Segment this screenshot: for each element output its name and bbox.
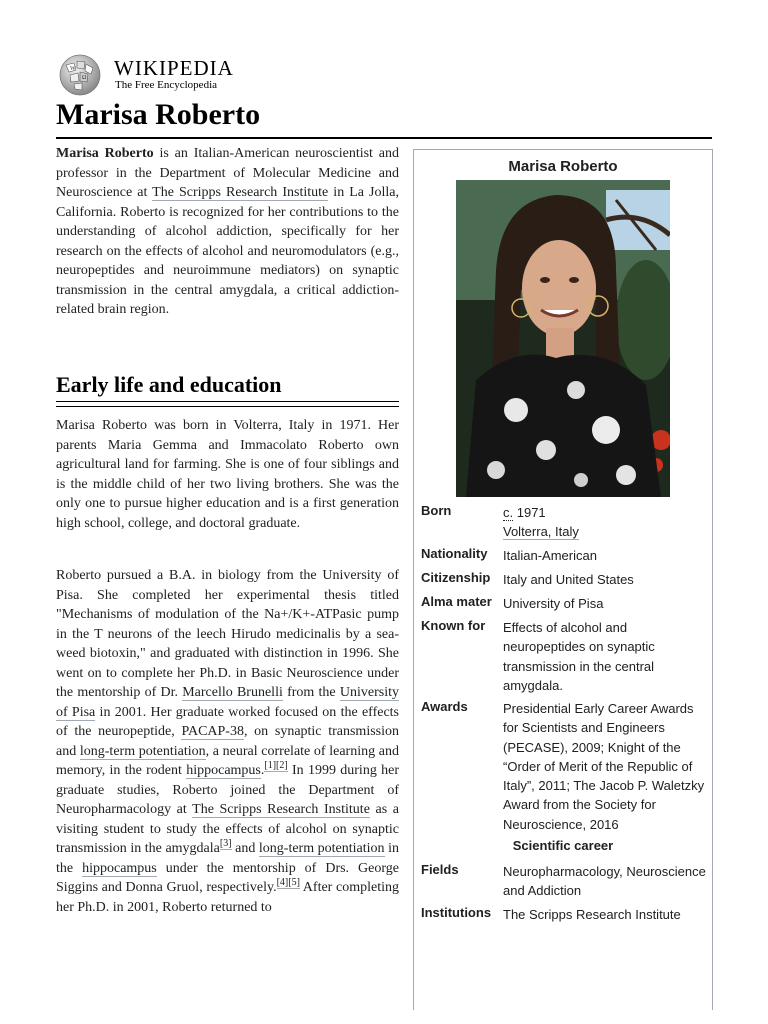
wikipedia-tagline: The Free Encyclopedia (115, 79, 218, 91)
link-volterra-italy[interactable]: Volterra, Italy (503, 524, 579, 540)
infobox-known-for-label: Known for (421, 618, 486, 633)
wikipedia-globe-icon (56, 53, 104, 97)
link-hippocampus[interactable]: hippocampus (186, 763, 261, 778)
infobox-fields-label: Fields (421, 862, 459, 877)
infobox-awards-label: Awards (421, 699, 468, 714)
infobox-known-for-value: Effects of alcohol and neuropeptides on synaptic transmission in the central amygdala. (503, 620, 655, 693)
infobox-scientific-career-heading: Scientific career (512, 838, 614, 853)
infobox-born-label: Born (421, 503, 452, 518)
intro-paragraph: Marisa Roberto is an Italian-American neuroscientist and professor in the Department of Molecular Medicine and Neuroscience at The Scripps Research Institute in La Jolla, California. Roberto is recognized for her contributions to the understanding of alcohol addiction, specifically for her research on the effects of alcohol and neuromodulators (e.g., neuropeptides and neuroimmune mediators) on synaptic transmission in the central amygdala, a critical addiction-related brain region. (56, 146, 399, 317)
infobox-alma-mater-value: University of Pisa (503, 596, 604, 611)
infobox-institutions-value: The Scripps Research Institute (503, 907, 681, 922)
link-marcello-brunelli[interactable]: Marcello Brunelli (182, 685, 283, 700)
article-subject: Marisa Roberto (56, 146, 154, 161)
wikipedia-logo[interactable] (56, 53, 236, 95)
infobox-awards-value: Presidential Early Career Awards for Scientists and Engineers (PECASE), 2009; Knight of the “Order of Merit of the Republic of Italy”, 2011; The Jacob P. Waletzky Award from the Society for Neuroscience, 2016 (503, 701, 705, 832)
portrait-photo[interactable] (456, 180, 670, 497)
infobox-fields-value: Neuropharmacology, Neuroscience and Addiction (503, 864, 706, 899)
link-scripps-research-institute[interactable]: The Scripps Research Institute (152, 185, 329, 200)
infobox-institutions-label: Institutions (421, 905, 492, 920)
section-divider (56, 401, 399, 402)
citation-1-2[interactable]: [1][2] (264, 760, 288, 772)
infobox-nationality-label: Nationality (421, 546, 488, 561)
infobox (413, 149, 713, 1010)
link-long-term-potentiation[interactable]: long-term potentiation (258, 841, 385, 856)
page-title: Marisa Roberto (56, 98, 261, 131)
link-hippocampus[interactable]: hippocampus (82, 860, 157, 876)
citation-3[interactable]: [3] (219, 838, 232, 850)
infobox-citizenship-value: Italy and United States (503, 572, 634, 587)
citation-4-5[interactable]: [4][5] (276, 877, 300, 889)
infobox-citizenship-label: Citizenship (421, 570, 491, 585)
infobox-alma-mater-label: Alma mater (421, 594, 492, 609)
section-heading-early-life: Early life and education (56, 372, 282, 397)
svg-text:Ω: Ω (82, 75, 87, 81)
link-university-of-pisa[interactable]: University of Pisa (56, 685, 399, 720)
title-divider (56, 137, 712, 139)
section-divider (56, 406, 399, 407)
svg-text:W: W (70, 66, 76, 72)
circa-abbr[interactable]: c. (503, 505, 514, 520)
infobox-born-value: c. 1971 Volterra, Italy (503, 505, 579, 540)
link-pacap-38[interactable]: PACAP-38 (181, 724, 244, 739)
wikipedia-wordmark: WIKIPEDIA (114, 56, 234, 80)
infobox-nationality-value: Italian-American (503, 548, 597, 563)
education-paragraph: Roberto pursued a B.A. in biology from the University of Pisa. She completed her experimental thesis titled "Mechanisms of modulation of the Na+/K+-ATPasic pump in the T neurons of the leech Hirudo medicinalis by a sea-weed biotoxin," and graduated with distinction in 1996. She went on to complete her Ph.D. in Basic Neuroscience under the mentorship of Dr. Marcello Brunelli from the University of Pisa in 2001. Her graduate worked focused on the effects of the neuropeptide, PACAP-38, on synaptic transmission and long-term potentiation, a neural correlate of learning and memory, in the rodent hippocampus.[1][2] In 1999 during her graduate studies, Roberto joined the Department of Neuropharmacology at The Scripps Research Institute as a visiting student to study the effects of alcohol on synaptic transmission in the amygdala[3] and long-term potentiation in the hippocampus under the mentorship of Drs. George Siggins and Donna Gruol, respectively.[4][5] After completing her Ph.D. in 2001, Roberto returned to (56, 568, 400, 915)
link-long-term-potentiation[interactable]: long-term potentiation (79, 743, 206, 759)
early-life-paragraph: Marisa Roberto was born in Volterra, Italy in 1971. Her parents Maria Gemma and Immacolato Roberto own agricultural land for farming. She is one of four siblings and is the middle child of her two living brothers. She was the only one to pursue higher education and is a first generation high school, college, and doctoral graduate. (56, 418, 399, 531)
infobox-title: Marisa Roberto (508, 158, 618, 175)
link-scripps-research-institute[interactable]: The Scripps Research Institute (192, 802, 370, 817)
